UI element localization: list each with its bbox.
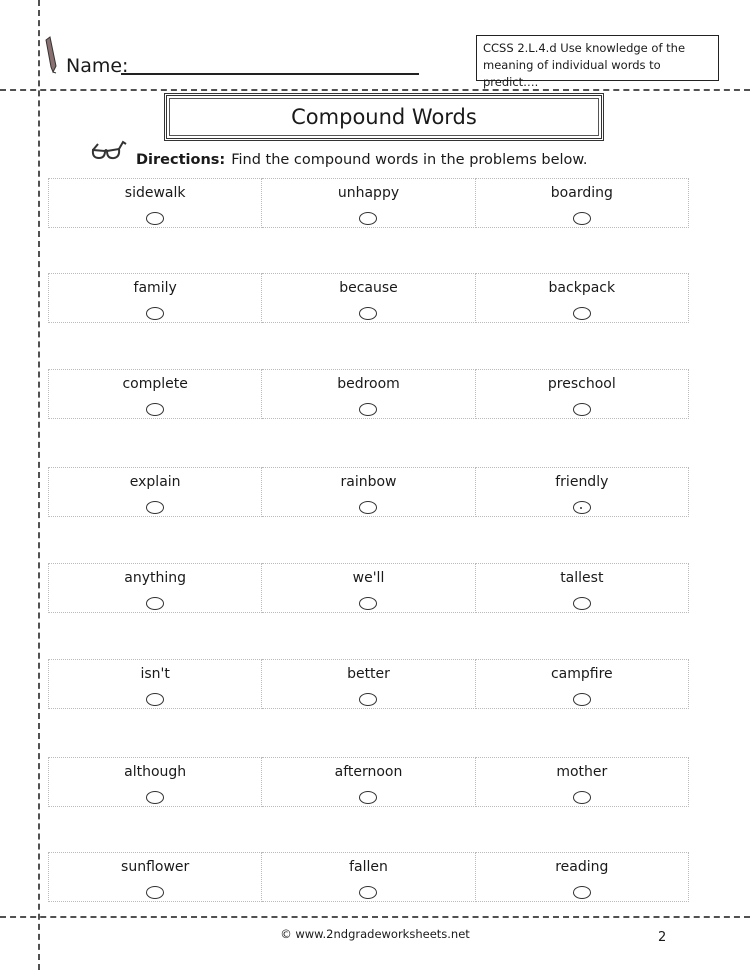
page-number: 2 <box>658 930 667 945</box>
word-cell <box>262 467 475 517</box>
word-row <box>48 757 689 807</box>
word-row <box>48 178 689 228</box>
word-cell <box>262 852 475 902</box>
answer-bubble[interactable] <box>359 791 377 804</box>
word-cell <box>48 273 262 323</box>
word-label: isn't <box>140 666 170 682</box>
word-label: explain <box>129 474 181 490</box>
top-guide-line <box>0 89 750 91</box>
bottom-guide-line <box>0 916 750 918</box>
word-cell <box>476 852 689 902</box>
word-cell <box>476 563 689 613</box>
word-label: reading <box>555 859 609 875</box>
answer-bubble[interactable] <box>573 791 591 804</box>
answer-bubble[interactable] <box>359 693 377 706</box>
answer-bubble[interactable] <box>146 307 164 320</box>
pencil-icon <box>44 36 58 74</box>
answer-bubble[interactable] <box>573 501 591 514</box>
word-label: campfire <box>550 666 613 682</box>
word-label: friendly <box>555 474 609 490</box>
word-row <box>48 467 689 517</box>
answer-bubble[interactable] <box>146 597 164 610</box>
word-cell <box>262 178 475 228</box>
word-row <box>48 659 689 709</box>
word-label: bedroom <box>337 376 400 392</box>
word-label: unhappy <box>337 185 400 201</box>
word-cell <box>48 563 262 613</box>
answer-bubble[interactable] <box>359 597 377 610</box>
word-cell <box>476 757 689 807</box>
answer-bubble[interactable] <box>573 693 591 706</box>
glasses-icon <box>90 138 130 162</box>
answer-bubble[interactable] <box>146 212 164 225</box>
word-label: because <box>339 280 398 296</box>
word-row <box>48 563 689 613</box>
word-label: although <box>124 764 187 780</box>
copyright-footer: © www.2ndgradeworksheets.net <box>280 927 470 941</box>
word-label: complete <box>122 376 188 392</box>
directions-text: Find the compound words in the problems below. <box>231 152 588 168</box>
word-label: anything <box>124 570 187 586</box>
word-cell <box>262 659 475 709</box>
word-row <box>48 369 689 419</box>
answer-bubble[interactable] <box>359 403 377 416</box>
word-label: afternoon <box>334 764 403 780</box>
answer-bubble[interactable] <box>359 212 377 225</box>
word-label: preschool <box>547 376 616 392</box>
word-cell <box>262 369 475 419</box>
vertical-guide-line <box>38 0 40 970</box>
page-title: Compound Words <box>164 93 604 141</box>
word-cell <box>262 757 475 807</box>
answer-bubble[interactable] <box>146 693 164 706</box>
word-label: sunflower <box>121 859 190 875</box>
word-row <box>48 273 689 323</box>
word-label: fallen <box>349 859 388 875</box>
standard-box: CCSS 2.L.4.d Use knowledge of the meaning of individual words to predict…. <box>476 35 719 81</box>
word-cell <box>262 563 475 613</box>
answer-bubble[interactable] <box>359 501 377 514</box>
word-label: sidewalk <box>124 185 186 201</box>
word-cell <box>48 757 262 807</box>
word-cell <box>262 273 475 323</box>
word-cell <box>48 369 262 419</box>
answer-bubble[interactable] <box>573 212 591 225</box>
directions <box>136 152 588 168</box>
word-row <box>48 852 689 902</box>
word-cell <box>48 852 262 902</box>
answer-bubble[interactable] <box>146 403 164 416</box>
word-cell <box>476 273 689 323</box>
word-label: backpack <box>548 280 616 296</box>
word-cell <box>48 659 262 709</box>
word-label: mother <box>556 764 608 780</box>
word-label: we'll <box>352 570 385 586</box>
word-label: rainbow <box>340 474 397 490</box>
answer-bubble[interactable] <box>146 501 164 514</box>
word-cell <box>48 178 262 228</box>
word-cell <box>476 467 689 517</box>
name-input-line[interactable] <box>121 73 419 75</box>
answer-bubble[interactable] <box>573 597 591 610</box>
word-label: better <box>347 666 390 682</box>
word-label: tallest <box>560 570 604 586</box>
answer-bubble[interactable] <box>573 307 591 320</box>
answer-bubble[interactable] <box>573 403 591 416</box>
directions-label: Directions: <box>136 152 226 168</box>
word-cell <box>476 178 689 228</box>
answer-bubble[interactable] <box>359 307 377 320</box>
word-label: boarding <box>550 185 613 201</box>
name-label: Name: <box>66 55 129 77</box>
word-label: family <box>133 280 177 296</box>
answer-bubble[interactable] <box>573 886 591 899</box>
answer-bubble[interactable] <box>359 886 377 899</box>
answer-bubble[interactable] <box>146 791 164 804</box>
word-cell <box>48 467 262 517</box>
word-cell <box>476 369 689 419</box>
answer-bubble[interactable] <box>146 886 164 899</box>
word-cell <box>476 659 689 709</box>
